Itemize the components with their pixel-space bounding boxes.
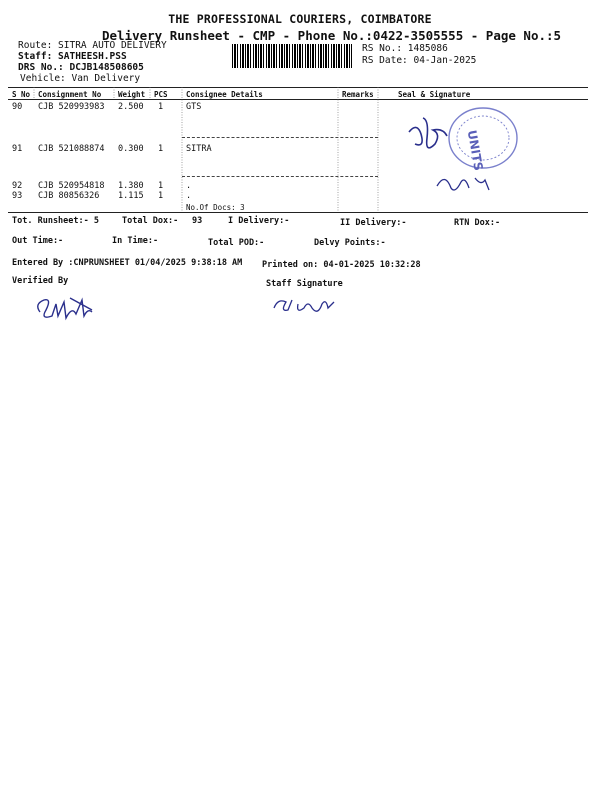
total-dox-value: 93: [192, 216, 203, 226]
out-time: Out Time:-: [12, 236, 64, 246]
printed-on: Printed on: 04-01-2025 10:32:28: [262, 260, 421, 270]
row-pcs: 1: [158, 191, 164, 201]
col-pcs: PCS: [154, 90, 168, 99]
staff-signature-label: Staff Signature: [266, 279, 343, 289]
rs-number: RS No.: 1485086: [362, 43, 448, 54]
company-name: THE PROFESSIONAL COURIERS, COIMBATORE: [168, 12, 432, 26]
row-weight: 0.300: [118, 144, 144, 154]
rtn-dox: RTN Dox:-: [454, 218, 501, 228]
row-consignee: .: [186, 181, 192, 191]
col-seal-signature: Seal & Signature: [398, 90, 471, 99]
col-consignment: Consignment No: [38, 90, 102, 99]
total-pod: Total POD:-: [208, 238, 265, 248]
row-pcs: 1: [158, 102, 164, 112]
col-sno: S No: [12, 90, 31, 99]
rs-date: RS Date: 04-Jan-2025: [362, 55, 477, 66]
route-label: Route: SITRA AUTO DELIVERY: [18, 40, 167, 51]
barcode: [232, 44, 352, 68]
ii-delivery: II Delivery:-: [340, 218, 407, 228]
total-dox-label: Total Dox:-: [122, 216, 179, 226]
col-consignee: Consignee Details: [186, 90, 263, 99]
seal-stamp: [395, 98, 525, 208]
no-of-docs: No.Of Docs: 3: [186, 203, 245, 212]
drs-label: DRS No.:: [18, 62, 64, 73]
row-sno: 93: [12, 191, 23, 201]
row-weight: 2.500: [118, 102, 144, 112]
row-weight: 1.380: [118, 181, 144, 191]
entered-by: Entered By :CNPRUNSHEET 01/04/2025 9:38:18 AM: [12, 258, 243, 268]
drs-value: DCJB148508605: [69, 62, 144, 73]
col-weight: Weight: [118, 90, 146, 99]
in-time: In Time:-: [112, 236, 159, 246]
row-consignment: CJB 80856326: [38, 191, 100, 201]
i-delivery: I Delivery:-: [228, 216, 290, 226]
row-consignment: CJB 520954818: [38, 181, 105, 191]
row-weight: 1.115: [118, 191, 144, 201]
vehicle-label: Vehicle: Van Delivery: [20, 73, 141, 84]
tot-runsheet: Tot. Runsheet:- 5: [12, 216, 99, 226]
table-bottom-rule: [8, 212, 588, 213]
col-remarks: Remarks: [342, 90, 374, 99]
row-divider: [182, 176, 378, 177]
row-consignee: .: [186, 191, 192, 201]
row-sno: 92: [12, 181, 23, 191]
delvy-points: Delvy Points:-: [314, 238, 386, 248]
verified-signature: [30, 290, 110, 326]
row-pcs: 1: [158, 144, 164, 154]
row-consignee: GTS: [186, 102, 202, 112]
runsheet-title: Delivery Runsheet - CMP - Phone No.:0422-3505555 - Page No.:5: [102, 28, 562, 43]
row-consignment: CJB 520993983: [38, 102, 105, 112]
verified-by: Verified By: [12, 276, 69, 286]
staff-signature: [268, 290, 348, 320]
row-divider: [182, 137, 378, 138]
row-consignee: SITRA: [186, 144, 212, 154]
svg-text:UNITS: UNITS: [464, 128, 486, 172]
drs-number: [18, 62, 144, 73]
row-sno: 90: [12, 102, 23, 112]
row-consignment: CJB 521088874: [38, 144, 105, 154]
row-sno: 91: [12, 144, 23, 154]
staff-label: Staff: SATHEESH.PSS: [18, 51, 127, 62]
row-pcs: 1: [158, 181, 164, 191]
